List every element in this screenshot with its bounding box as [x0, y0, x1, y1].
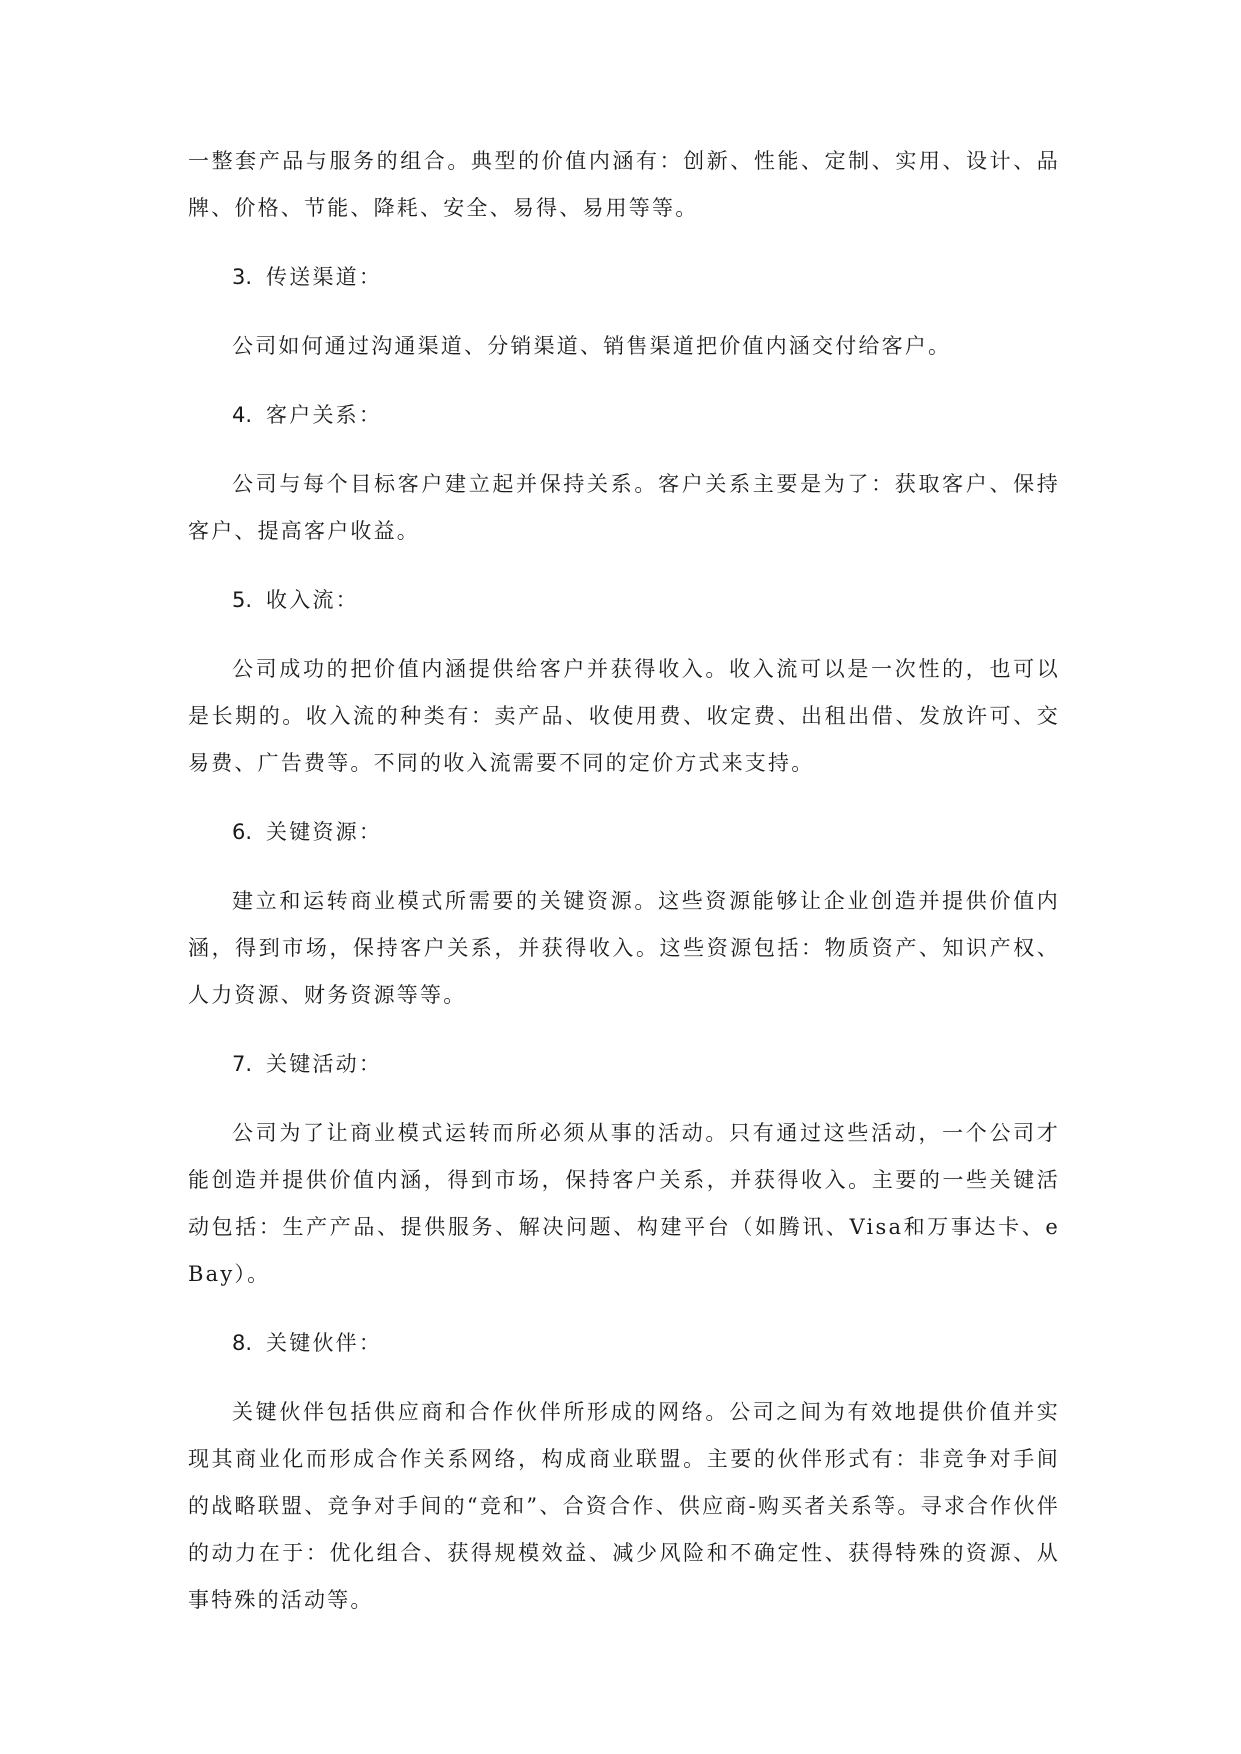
- section-heading-4: [188, 392, 1060, 439]
- paragraph-spacer: [188, 232, 1060, 254]
- section-title: 关键资源：: [266, 820, 383, 844]
- section-number: 6.: [232, 820, 253, 844]
- paragraph-spacer: [188, 1088, 1060, 1110]
- paragraph-spacer: [188, 439, 1060, 461]
- paragraph-spacer: [188, 856, 1060, 878]
- section-title: 传送渠道：: [266, 265, 383, 289]
- paragraph-spacer: [188, 555, 1060, 577]
- section-number: 3.: [232, 265, 253, 289]
- section-title: 客户关系：: [266, 403, 383, 427]
- section-body-3: 公司如何通过沟通渠道、分销渠道、销售渠道把价值内涵交付给客户。: [232, 334, 952, 358]
- section-body-6: 建立和运转商业模式所需要的关键资源。这些资源能够让企业创造并提供价值内涵，得到市场，保持客户关系，并获得收入。这些资源包括：物质资产、知识产权、人力资源、财务资源等等。: [188, 889, 1060, 1007]
- section-number: 8.: [232, 1331, 253, 1355]
- section-number: 5.: [232, 588, 253, 612]
- section-heading-8: [188, 1320, 1060, 1367]
- section-body-7: 公司为了让商业模式运转而所必须从事的活动。只有通过这些活动，一个公司才能创造并提供价值内涵，得到市场，保持客户关系，并获得收入。主要的一些关键活动包括：生产产品、提供服务、解决问题、构建平台（如腾讯、Visa和万事达卡、eBay）。: [188, 1121, 1060, 1286]
- section-title: 关键伙伴：: [266, 1331, 383, 1355]
- paragraph-spacer: [188, 1298, 1060, 1320]
- document-content: [188, 138, 1060, 1624]
- section-title: 收入流：: [266, 588, 359, 612]
- paragraph-spacer: [188, 370, 1060, 392]
- paragraph-spacer: [188, 1019, 1060, 1041]
- section-heading-5: [188, 577, 1060, 624]
- paragraph-spacer: [188, 624, 1060, 646]
- section-body-8: 关键伙伴包括供应商和合作伙伴所形成的网络。公司之间为有效地提供价值并实现其商业化而形成合作关系网络，构成商业联盟。主要的伙伴形式有：非竞争对手间的战略联盟、竞争对手间的“竞和”、合资合作、供应商-购买者关系等。寻求合作伙伴的动力在于：优化组合、获得规模效益、减少风险和不确定性、获得特殊的资源、从事特殊的活动等。: [188, 1400, 1060, 1612]
- section-body-5: 公司成功的把价值内涵提供给客户并获得收入。收入流可以是一次性的，也可以是长期的。收入流的种类有：卖产品、收使用费、收定费、出租出借、发放许可、交易费、广告费等。不同的收入流需要不同的定价方式来支持。: [188, 657, 1060, 775]
- section-heading-7: [188, 1041, 1060, 1088]
- section-number: 4.: [232, 403, 253, 427]
- paragraph-spacer: [188, 1367, 1060, 1389]
- section-number: 7.: [232, 1052, 253, 1076]
- paragraph-spacer: [188, 301, 1060, 323]
- paragraph-spacer: [188, 787, 1060, 809]
- section-body-4: 公司与每个目标客户建立起并保持关系。客户关系主要是为了：获取客户、保持客户、提高客户收益。: [188, 472, 1060, 543]
- section-heading-6: [188, 809, 1060, 856]
- intro-paragraph-tail: 一整套产品与服务的组合。典型的价值内涵有：创新、性能、定制、实用、设计、品牌、价格、节能、降耗、安全、易得、易用等等。: [188, 149, 1060, 220]
- section-heading-3: [188, 254, 1060, 301]
- section-title: 关键活动：: [266, 1052, 383, 1076]
